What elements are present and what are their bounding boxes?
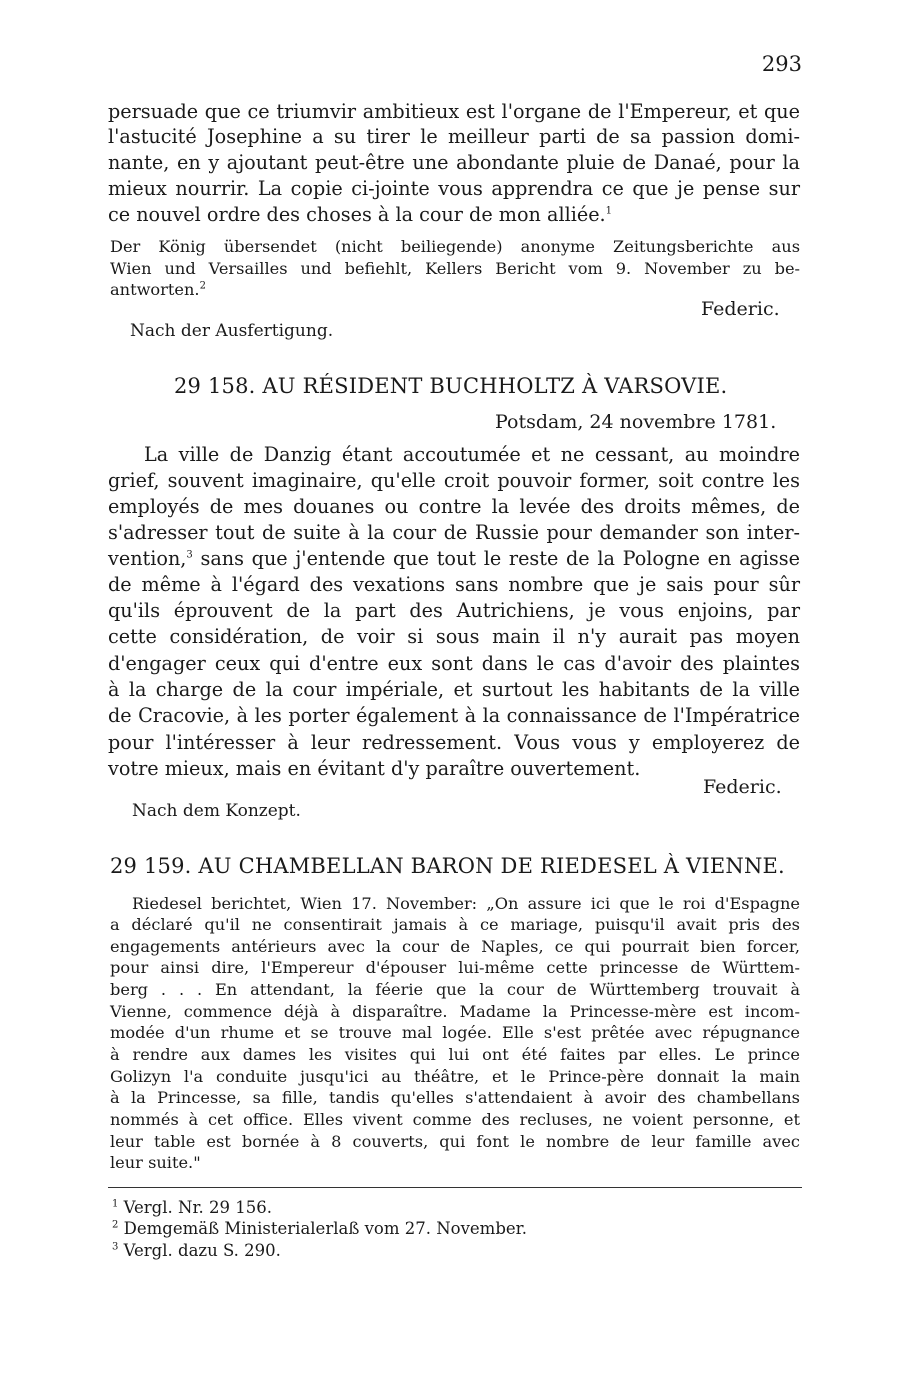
body-line: l'astucité Josephine a su tirer le meilleur parti de sa passion domi- — [108, 125, 800, 148]
footnote-text: Vergl. Nr. 29 156. — [123, 1198, 272, 1217]
editorial-note-line: engagements antérieurs avec la cour de Naples, ce qui pourrait bien forcer, — [110, 937, 800, 956]
body-line — [108, 203, 612, 226]
body-line: La ville de Danzig étant accoutumée et ne cessant, au moindre — [144, 443, 800, 466]
body-line: à la charge de la cour impériale, et surtout les habitants de la ville — [108, 678, 800, 701]
editorial-note-line: leur suite." — [110, 1153, 201, 1172]
editorial-note-line: leur table est bornée à 8 couverts, qui font le nombre de leur famille avec — [110, 1132, 800, 1151]
body-line: qu'ils éprouvent de la part des Autrichiens, je vous enjoins, par — [108, 599, 800, 622]
body-line: de Cracovie, à les porter également à la connaissance de l'Impératrice — [108, 704, 800, 727]
body-line: votre mieux, mais en évitant d'y paraître ouvertement. — [108, 757, 641, 780]
editorial-note-line: Der König übersendet (nicht beiliegende) anonyme Zeitungsberichte aus — [110, 237, 800, 256]
body-line: persuade que ce triumvir ambitieux est l'organe de l'Empereur, et que — [108, 100, 800, 123]
footnote-divider — [108, 1187, 802, 1188]
body-text: vention, — [108, 547, 187, 570]
body-line: de même à l'égard des vexations sans nombre que je sais pour sûr — [108, 573, 800, 596]
body-line: cette considération, de voir si sous main il n'y aurait pas moyen — [108, 625, 800, 648]
body-line: nante, en y ajoutant peut-être une abondante pluie de Danaé, pour la — [108, 151, 800, 174]
editorial-note-line: Wien und Versailles und befiehlt, Kellers Bericht vom 9. November zu be- — [110, 259, 800, 278]
footnote — [112, 1241, 281, 1260]
body-line: s'adresser tout de suite à la cour de Russie pour demander son inter- — [108, 521, 800, 544]
body-line: pour l'intéresser à leur redressement. Vous vous y employerez de — [108, 731, 800, 754]
footnote-mark: 3 — [112, 1241, 119, 1253]
editorial-note-line — [110, 280, 206, 299]
editorial-note-line: pour ainsi dire, l'Empereur d'épouser lui-même cette princesse de Württem- — [110, 958, 800, 977]
note-text: antworten. — [110, 280, 200, 299]
body-line — [108, 547, 800, 570]
letter-heading: 29 159. AU CHAMBELLAN BARON DE RIEDESEL À VIENNE. — [110, 854, 785, 878]
page-number: 293 — [761, 52, 802, 76]
editorial-note-line: nommés à cet office. Elles vivent comme des recluses, ne voient personne, et — [110, 1110, 800, 1129]
footnote-text: Demgemäß Ministerialerlaß vom 27. November. — [123, 1219, 527, 1238]
editorial-note-line: à la Princesse, sa fille, tandis qu'elles s'attendaient à avoir des chambellans — [110, 1088, 800, 1107]
editorial-note-line: Golizyn l'a conduite jusqu'ici au théâtre, et le Prince-père donnait la main — [110, 1067, 800, 1086]
footnote — [112, 1198, 272, 1217]
dateline: Potsdam, 24 novembre 1781. — [495, 411, 777, 433]
footnote-mark: 3 — [186, 549, 193, 561]
editorial-note-line: modée d'un rhume et se trouve mal logée. Elle s'est prêtée avec répugnance — [110, 1023, 800, 1042]
editorial-note-line: Riedesel berichtet, Wien 17. November: „On assure ici que le roi d'Espagne — [132, 894, 800, 913]
signature: Federic. — [703, 776, 782, 798]
signature: Federic. — [701, 298, 780, 320]
editorial-note-line: à rendre aux dames les visites qui lui ont été faites par elles. Le prince — [110, 1045, 800, 1064]
source-note: Nach der Ausfertigung. — [130, 321, 334, 341]
footnote — [112, 1219, 527, 1238]
editorial-note-line: berg . . . En attendant, la féerie que la cour de Württemberg trouvait à — [110, 980, 800, 999]
footnote-text: Vergl. dazu S. 290. — [123, 1241, 281, 1260]
footnote-mark: 1 — [605, 205, 613, 217]
letter-heading: 29 158. AU RÉSIDENT BUCHHOLTZ À VARSOVIE. — [174, 374, 728, 398]
body-line: mieux nourrir. La copie ci-jointe vous apprendra ce que je pense sur — [108, 177, 800, 200]
footnote-mark: 2 — [112, 1219, 119, 1231]
body-line: grief, souvent imaginaire, qu'elle croit pouvoir former, soit contre les — [108, 469, 800, 492]
body-text: ce nouvel ordre des choses à la cour de mon alliée. — [108, 203, 606, 226]
footnote-mark: 1 — [112, 1198, 119, 1210]
body-line: d'engager ceux qui d'entre eux sont dans le cas d'avoir des plaintes — [108, 652, 800, 675]
footnote-mark: 2 — [199, 280, 206, 292]
editorial-note-line: Vienne, commence déjà à disparaître. Madame la Princesse-mère est incom- — [110, 1002, 800, 1021]
body-line: employés de mes douanes ou contre la levée des droits mêmes, de — [108, 495, 800, 518]
body-text: sans que j'entende que tout le reste de la Pologne en agisse — [200, 547, 800, 570]
source-note: Nach dem Konzept. — [132, 801, 301, 821]
editorial-note-line: a déclaré qu'il ne consentirait jamais à ce mariage, puisqu'il avait pris des — [110, 915, 800, 934]
